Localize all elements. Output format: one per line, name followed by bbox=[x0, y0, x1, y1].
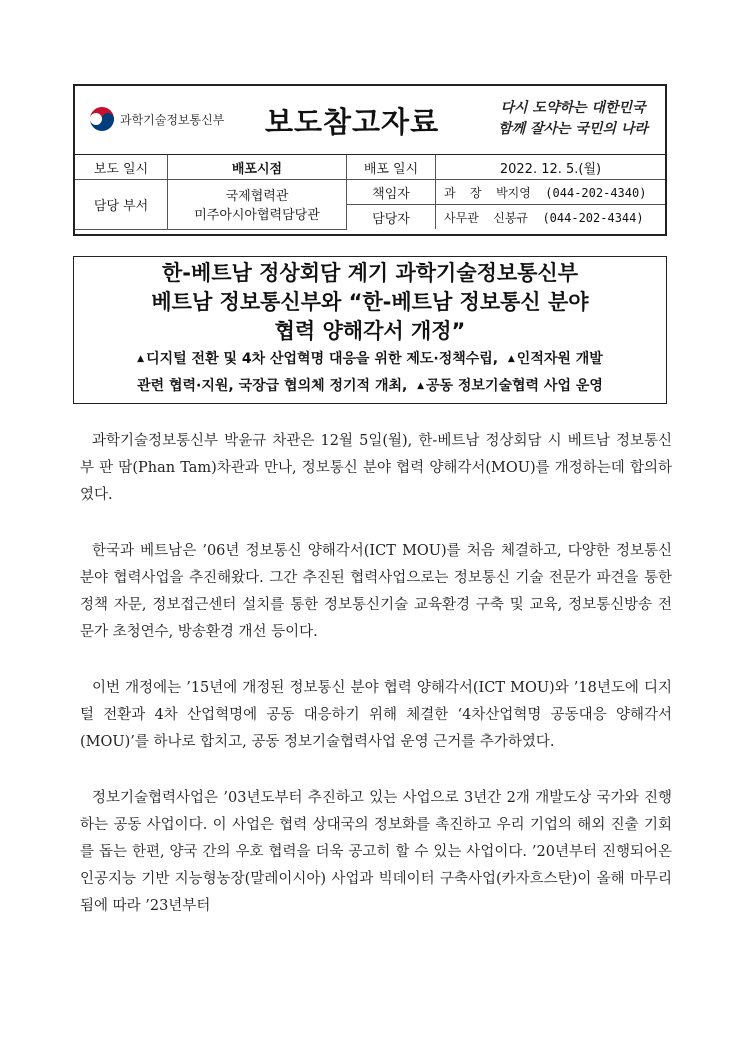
paragraph-4: 정보기술협력사업은 ’03년도부터 추진하고 있는 사업으로 3년간 2개 개발도상 국가와 진행하는 공동 사업이다. 이 사업은 협력 상대국의 정보화를 촉진하고 우리 기업의 해외 진출 기회를 돕는 한편, 양국 간의 우호 협력을 더욱 공고히 할 수 있는 사업이다. ’20년부터 진행되어온 인공지능 기반 지능형농장(말레이시아) 사업과 빅데이터 구축사업(카자흐스탄)이 올해 마무리됨에 따라 ’23년부터 bbox=[80, 790, 672, 914]
headline bbox=[74, 259, 666, 346]
resp-label: 책임자 bbox=[347, 180, 436, 205]
contact-value: 사무관 신봉규 (044-202-4344) bbox=[436, 205, 666, 230]
doc-type-title: 보도참고자료 bbox=[265, 105, 440, 139]
table-row bbox=[75, 180, 665, 205]
dept-value bbox=[168, 180, 347, 230]
triangle-bullet-icon: ▲ bbox=[507, 354, 515, 364]
bullet1: 디지털 전환 및 4차 산업혁명 대응을 위한 제도·정책수립, bbox=[146, 351, 499, 367]
headline-line1: 한-베트남 정상회담 계기 과학기술정보통신부 bbox=[161, 261, 579, 285]
bullet2-part1: 인적자원 개발 bbox=[516, 351, 603, 367]
header-box bbox=[73, 84, 667, 236]
taegeuk-icon bbox=[89, 106, 115, 132]
bullet3: 공동 정보기술협력 사업 운영 bbox=[425, 378, 603, 394]
dept-line2: 미주아시아협력담당관 bbox=[194, 208, 320, 224]
report-date-value: 배포시점 bbox=[168, 155, 347, 180]
paragraph-1: 과학기술정보통신부 박윤규 차관은 12월 5일(월), 한-베트남 정상회담 시 베트남 정보통신부 판 땀(Phan Tam)차관과 만나, 정보통신 분야 협력 양해각서(MOU)를 개정하는데 합의하였다. bbox=[80, 433, 672, 503]
paragraph-2: 한국과 베트남은 ’06년 정보통신 양해각서(ICT MOU)를 처음 체결하고, 다양한 정보통신 분야 협력사업을 추진해왔다. 그간 추진된 협력사업으로는 정보통신 기술 전문가 파견을 통한 정책 자문, 정보접근센터 설치를 통한 정보통신기술 교육환경 구축 및 교육, 정보통신방송 전문가 초청연수, 방송환경 개선 등이다. bbox=[80, 543, 672, 640]
body-text bbox=[80, 428, 672, 949]
ministry-logo bbox=[89, 106, 224, 132]
dept-label: 담당 부서 bbox=[75, 180, 168, 230]
headline-line3: 협력 양해각서 개정” bbox=[274, 319, 466, 343]
subheading-line1 bbox=[74, 346, 666, 373]
paragraph-3: 이번 개정에는 ’15년에 개정된 정보통신 분야 협력 양해각서(ICT MOU)와 ’18년도에 디지털 전환과 4차 산업혁명에 공동 대응하기 위해 체결한 ‘4차산업혁명 공동대응 양해각서(MOU)’를 하나로 합치고, 공동 정보기술협력사업 운영 근거를 추가하였다. bbox=[80, 680, 672, 750]
ministry-name: 과학기술정보통신부 bbox=[120, 112, 225, 127]
slogan-line1: 다시 도약하는 대한민국 bbox=[500, 100, 646, 116]
report-date-label: 보도 일시 bbox=[75, 155, 168, 180]
triangle-bullet-icon: ▲ bbox=[137, 354, 145, 364]
headline-box bbox=[73, 256, 667, 404]
header-top bbox=[75, 86, 665, 155]
dist-date-value: 2022. 12. 5.(월) bbox=[436, 155, 666, 180]
table-row bbox=[75, 155, 665, 180]
headline-line2: 베트남 정보통신부와 “한-베트남 정보통신 분야 bbox=[151, 290, 589, 314]
resp-value: 과 장 박지영 (044-202-4340) bbox=[436, 180, 666, 205]
contact-label: 담당자 bbox=[347, 205, 436, 230]
triangle-bullet-icon: ▲ bbox=[417, 381, 424, 391]
dept-line1: 국제협력관 bbox=[225, 189, 289, 205]
meta-table bbox=[75, 155, 665, 230]
subheading-line2 bbox=[74, 373, 666, 400]
bullet2-part2: 관련 협력·지원, 국장급 협의체 정기적 개최, bbox=[137, 378, 408, 394]
slogan bbox=[493, 98, 653, 140]
slogan-line2: 함께 잘사는 국민의 나라 bbox=[498, 121, 648, 137]
dist-date-label: 배포 일시 bbox=[347, 155, 436, 180]
